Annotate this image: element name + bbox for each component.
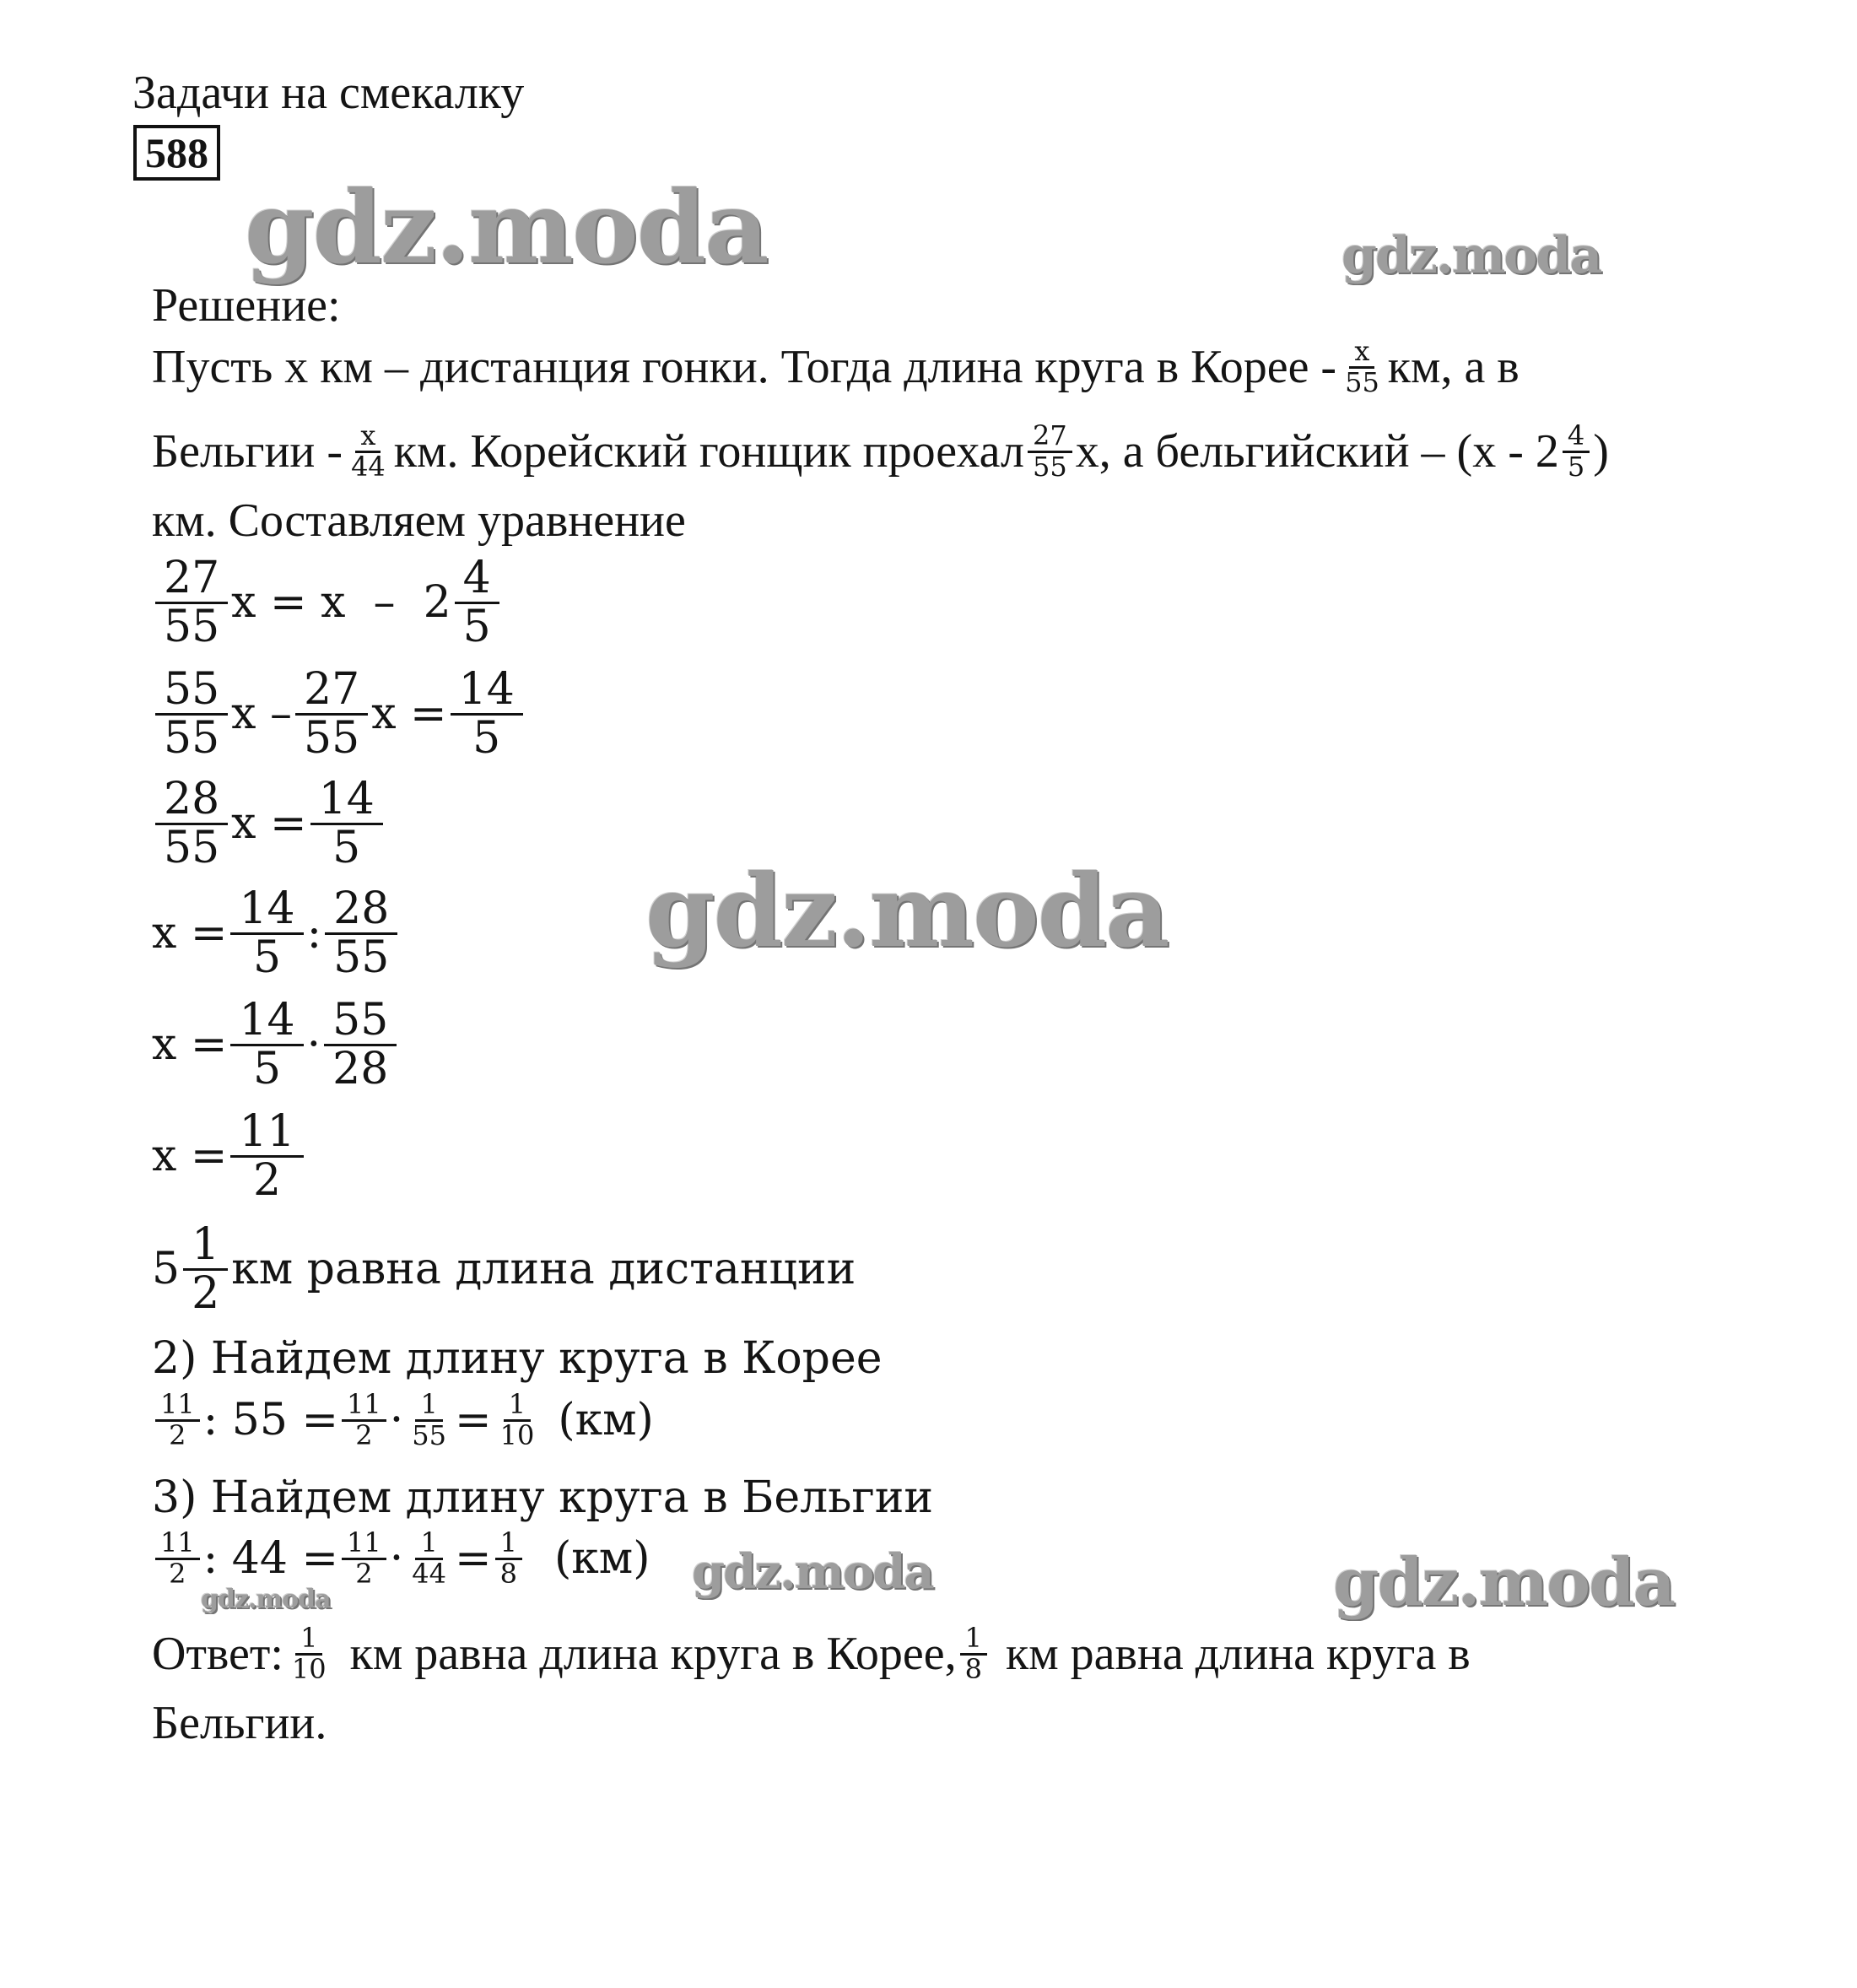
fraction <box>324 997 397 1092</box>
numerator: 11 <box>155 1529 200 1560</box>
fraction <box>960 1624 987 1683</box>
numerator: 27 <box>295 667 368 716</box>
numerator: 28 <box>325 886 397 935</box>
numerator: 55 <box>155 667 228 716</box>
fraction <box>155 1526 200 1590</box>
text: км равна длина круга в <box>1006 1628 1471 1681</box>
step-2-calculation <box>152 1388 654 1451</box>
expression: x = <box>231 798 307 850</box>
equation-6 <box>152 1106 307 1206</box>
fraction <box>310 776 383 871</box>
fraction <box>1563 419 1590 483</box>
numerator: 14 <box>230 886 303 935</box>
text: x, а бельгийский – (x - 2 <box>1075 425 1559 478</box>
fraction <box>155 1388 200 1451</box>
numerator: 14 <box>451 667 523 716</box>
operator: · <box>389 1395 404 1446</box>
watermark: gdz.moda <box>1333 1544 1675 1621</box>
expression: : 55 = <box>202 1395 339 1446</box>
denominator: 8 <box>499 1557 517 1590</box>
unit: (км) <box>558 1395 654 1446</box>
operator: = <box>455 1533 492 1585</box>
denominator: 55 <box>164 822 220 873</box>
answer-label: Ответ: <box>152 1628 283 1681</box>
numerator: 14 <box>310 776 383 825</box>
watermark: gdz.moda <box>692 1544 933 1600</box>
denominator: 2 <box>169 1418 186 1451</box>
denominator: 55 <box>333 932 390 983</box>
numerator: 4 <box>455 555 499 604</box>
numerator: 11 <box>342 1391 386 1422</box>
operator: : <box>306 908 322 959</box>
watermark: gdz.moda <box>645 852 1169 970</box>
fraction <box>451 664 523 764</box>
fraction <box>407 1526 451 1590</box>
paragraph-line-1 <box>152 335 1520 398</box>
numerator: x <box>355 422 381 453</box>
denominator: 55 <box>412 1418 447 1451</box>
text: ) <box>1593 425 1609 478</box>
fraction <box>183 1219 228 1319</box>
expression: : 44 = <box>202 1533 339 1585</box>
text: Бельгии - <box>152 425 343 478</box>
numerator: 1 <box>504 1391 531 1422</box>
denominator: 55 <box>164 712 220 764</box>
fraction <box>1028 419 1072 483</box>
equation-3 <box>152 776 386 871</box>
numerator: 1 <box>415 1529 442 1560</box>
fraction <box>407 1388 451 1451</box>
equation-1 <box>152 555 503 650</box>
fraction <box>155 664 228 764</box>
expression: x = <box>371 689 447 740</box>
expression: x = <box>152 1019 228 1071</box>
watermark: gdz.moda <box>201 1585 331 1614</box>
denominator: 2 <box>355 1418 373 1451</box>
distance-result <box>152 1219 856 1319</box>
denominator: 8 <box>964 1652 983 1685</box>
text: км равна длина круга в Корее, <box>349 1628 957 1681</box>
operator: · <box>306 1019 321 1071</box>
fraction <box>155 555 228 650</box>
numerator: 1 <box>183 1222 228 1271</box>
denominator: 10 <box>291 1652 327 1685</box>
denominator: 2 <box>192 1267 220 1319</box>
fraction <box>295 664 368 764</box>
numerator: 11 <box>155 1391 200 1422</box>
numerator: 14 <box>230 997 303 1046</box>
step-2-title: 2) Найдем длину круга в Корее <box>152 1333 883 1384</box>
equation-2 <box>152 664 526 764</box>
denominator: 10 <box>499 1418 535 1451</box>
paragraph-line-3: км. Составляем уравнение <box>152 494 686 547</box>
numerator: 27 <box>1028 422 1072 453</box>
fraction <box>342 1388 386 1451</box>
numerator: 1 <box>495 1529 522 1560</box>
fraction <box>342 1526 386 1590</box>
paragraph-line-2 <box>152 419 1609 483</box>
denominator: 55 <box>164 601 220 652</box>
section-title: Задачи на смекалку <box>132 67 525 119</box>
fraction <box>1340 335 1385 398</box>
solution-heading: Решение: <box>152 279 341 332</box>
numerator: 27 <box>155 555 228 604</box>
fraction <box>230 997 303 1092</box>
denominator: 44 <box>351 450 386 483</box>
numerator: 1 <box>415 1391 442 1422</box>
denominator: 55 <box>1032 450 1067 483</box>
denominator: 5 <box>462 601 491 652</box>
text: Пусть x км – дистанция гонки. Тогда длина круга в Корее - <box>152 341 1337 394</box>
text: км. Корейский гонщик проехал <box>393 425 1024 478</box>
answer-line-2: Бельгии. <box>152 1697 327 1749</box>
numerator: 11 <box>342 1529 386 1560</box>
equation-5 <box>152 997 400 1092</box>
watermark: gdz.moda <box>245 169 768 286</box>
denominator: 44 <box>412 1557 447 1590</box>
numerator: 28 <box>155 776 228 825</box>
fraction <box>455 555 499 650</box>
denominator: 2 <box>355 1557 373 1590</box>
text: км равна длина дистанции <box>231 1244 856 1295</box>
numerator: 1 <box>960 1624 987 1656</box>
answer-line-1 <box>152 1624 1471 1683</box>
denominator: 5 <box>252 932 282 983</box>
fraction <box>230 1106 303 1206</box>
denominator: 5 <box>332 822 361 873</box>
task-number: 588 <box>133 125 220 181</box>
step-3-title: 3) Найдем длину круга в Бельгии <box>152 1472 934 1523</box>
expression: x = x – 2 <box>231 577 451 629</box>
text: км, а в <box>1387 341 1520 394</box>
step-3-calculation <box>152 1526 650 1590</box>
denominator: 2 <box>252 1154 282 1206</box>
expression: x = <box>152 908 228 959</box>
numerator: x <box>1349 338 1374 369</box>
fraction <box>495 1526 522 1590</box>
unit: (км) <box>553 1533 650 1585</box>
operator: = <box>455 1395 492 1446</box>
fraction <box>495 1388 540 1451</box>
operator: · <box>389 1533 404 1585</box>
denominator: 55 <box>304 712 360 764</box>
expression: x = <box>152 1131 228 1182</box>
fraction <box>155 776 228 871</box>
numerator: 11 <box>230 1109 303 1158</box>
denominator: 5 <box>1567 450 1585 483</box>
denominator: 5 <box>252 1043 282 1094</box>
numerator: 55 <box>324 997 397 1046</box>
numerator: 4 <box>1563 422 1590 453</box>
watermark: gdz.moda <box>1341 226 1601 285</box>
denominator: 28 <box>332 1043 389 1094</box>
denominator: 55 <box>1345 365 1379 398</box>
denominator: 5 <box>472 712 501 764</box>
fraction <box>346 419 391 483</box>
fraction <box>230 883 303 983</box>
fraction <box>287 1624 332 1683</box>
numerator: 1 <box>295 1624 322 1656</box>
equation-4 <box>152 883 401 983</box>
whole-number: 5 <box>152 1244 181 1295</box>
fraction <box>325 883 397 983</box>
expression: x – <box>231 689 293 740</box>
denominator: 2 <box>169 1557 186 1590</box>
